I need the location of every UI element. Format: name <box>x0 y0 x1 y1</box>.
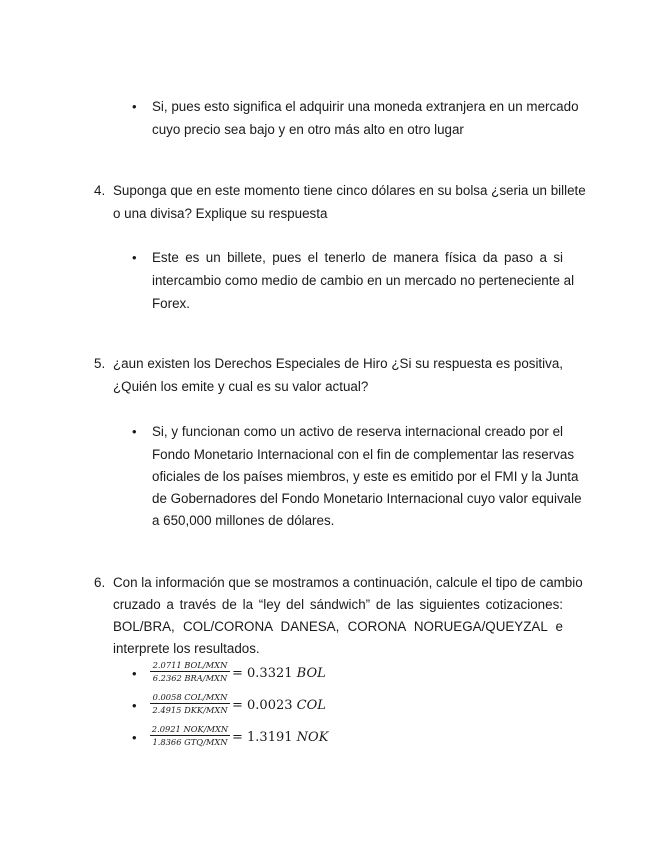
answer-4-line-3: Forex. <box>152 296 190 311</box>
answer-5-line-5: a 650,000 millones de dólares. <box>152 513 335 528</box>
bullet-icon: • <box>132 698 137 713</box>
answer-5-line-4: de Gobernadores del Fondo Monetario Internacional cuyo valor equivale <box>152 491 582 506</box>
question-6-line-3: BOL/BRA, COL/CORONA DANESA, CORONA NORUEGA/QUEYZAL e <box>113 619 563 634</box>
formula-1-result <box>232 666 326 682</box>
formula-2-numerator: 0.0058 COL/MXN <box>150 692 230 704</box>
formula-2-unit: COL <box>296 698 326 713</box>
formula-2-value: = 0.0023 <box>232 698 293 713</box>
bullet-icon: • <box>132 424 137 439</box>
formula-3-unit: NOK <box>296 730 329 745</box>
question-5-number: 5. <box>94 356 106 371</box>
formula-3-fraction <box>150 724 230 747</box>
answer-4-line-1: Este es un billete, pues el tenerlo de manera física da paso a si <box>152 250 563 265</box>
intro-answer-line-1: Si, pues esto significa el adquirir una moneda extranjera en un mercado <box>152 99 579 114</box>
answer-4-line-2: intercambio como medio de cambio en un mercado no perteneciente al <box>152 273 575 288</box>
formula-2-denominator: 2.4915 DKK/MXN <box>152 705 228 715</box>
answer-5-line-1: Si, y funcionan como un activo de reserva internacional creado por el <box>152 424 563 439</box>
bullet-icon: • <box>132 250 137 265</box>
formula-3-denominator: 1.8366 GTQ/MXN <box>152 737 228 747</box>
bullet-icon: • <box>132 99 137 114</box>
formula-3-value: = 1.3191 <box>232 730 293 745</box>
formula-2-result <box>232 698 326 714</box>
question-4-line-2: o una divisa? Explique su respuesta <box>113 206 328 221</box>
bullet-icon: • <box>132 666 137 681</box>
answer-5-line-2: Fondo Monetario Internacional con el fin de complementar las reservas <box>152 447 575 462</box>
formula-1-value: = 0.3321 <box>232 666 293 681</box>
formula-1-fraction <box>150 660 230 683</box>
bullet-icon: • <box>132 730 137 745</box>
formula-3-numerator: 2.0921 NOK/MXN <box>151 724 229 734</box>
question-5-line-1: ¿aun existen los Derechos Especiales de Hiro ¿Si su respuesta es positiva, <box>113 356 563 371</box>
question-5-line-2: ¿Quién los emite y cual es su valor actual? <box>113 379 369 394</box>
question-6-line-4: interprete los resultados. <box>113 641 260 656</box>
question-6-line-1: Con la información que se mostramos a continuación, calcule el tipo de cambio <box>113 575 583 590</box>
formula-1-denominator: 6.2362 BRA/MXN <box>152 673 228 683</box>
formula-1-numerator: 2.0711 BOL/MXN <box>150 660 230 672</box>
question-4-line-1: Suponga que en este momento tiene cinco dólares en su bolsa ¿seria un billete <box>113 183 586 198</box>
question-4-number: 4. <box>94 183 106 198</box>
formula-3-result <box>232 730 328 746</box>
question-6-line-2: cruzado a través de la “ley del sándwich” de las siguientes cotizaciones: <box>113 597 563 612</box>
answer-5-line-3: oficiales de los países miembros, y este es emitido por el FMI y la Junta <box>152 469 579 484</box>
intro-answer-line-2: cuyo precio sea bajo y en otro más alto en otro lugar <box>152 122 464 137</box>
formula-2-fraction <box>150 692 230 715</box>
formula-1-unit: BOL <box>296 666 326 681</box>
question-6-number: 6. <box>94 575 106 590</box>
